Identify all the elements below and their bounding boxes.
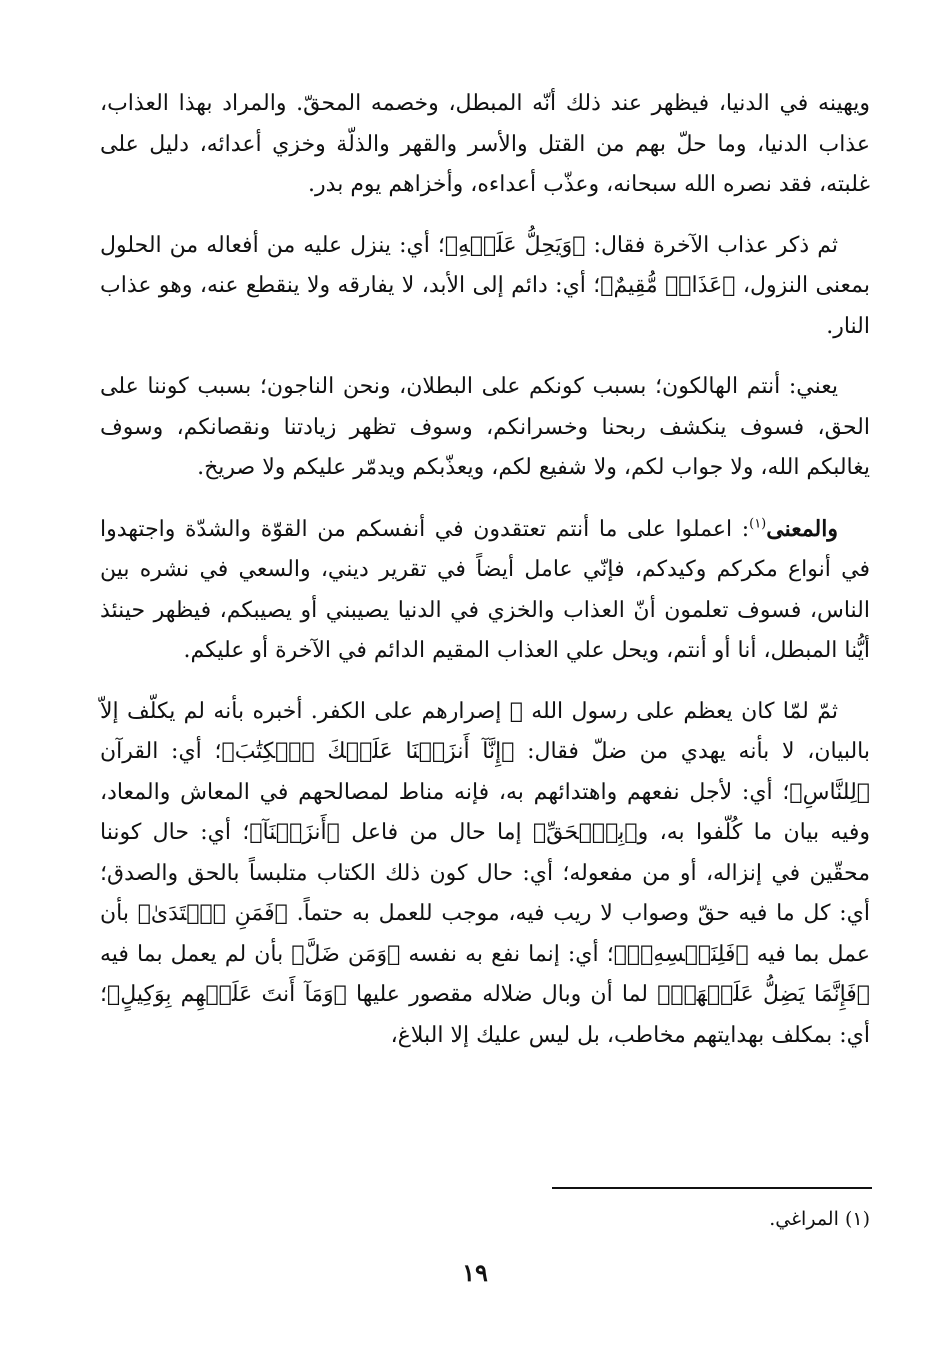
footnote [400, 1204, 870, 1234]
paragraph-3 [100, 367, 870, 489]
paragraph-2 [100, 226, 870, 348]
footnote-marker: (١) [844, 1208, 870, 1230]
paragraph-3-text: يعني: أنتم الهالكون؛ بسبب كونكم على البطلان، ونحن الناجون؛ بسبب كوننا على الحق، فسوف ينكشف ربحنا وخسرانكم، وسوف تظهر زيادتنا ونقصانكم، وسوف يغالبكم الله، ولا جواب لكم، ولا شفيع لكم، ويعذّبكم ويدمّر عليكم ولا صريخ. [100, 374, 870, 480]
paragraph-4-text: : اعملوا على ما أنتم تعتقدون في أنفسكم من القوّة والشدّة واجتهدوا في أنواع مكركم وكيدكم، فإنّي عامل أيضاً في تقرير ديني، والسعي في نشره بين الناس، فسوف تعلمون أنّ العذاب والخزي في الدنيا يصيبني أو يصيبكم، فيظهر حينئذ أيُّنا المبطل، أنا أو أنتم، ويحل علي العذاب المقيم الدائم في الآخرة أو عليكم. [100, 516, 870, 663]
paragraph-1 [100, 84, 870, 206]
paragraph-1-text: ويهينه في الدنيا، فيظهر عند ذلك أنّه المبطل، وخصمه المحقّ. والمراد بهذا العذاب، عذاب الدنيا، وما حلّ بهم من القتل والأسر والقهر والذلّة وخزي أعدائه، دليل على غلبته، فقد نصره الله سبحانه، وعذّب أعداءه، وأخزاهم يوم بدر. [100, 91, 870, 197]
footnote-divider [552, 1187, 872, 1189]
footnote-text: المراغي. [769, 1208, 839, 1230]
paragraph-5 [100, 692, 870, 1057]
paragraph-5-text: ثمّ لمّا كان يعظم على رسول الله ﷺ إصرارهم على الكفر. أخبره بأنه لم يكلّف إلاّ بالبيان، لا بأنه يهدي من ضلّ فقال: ﴿إِنَّآ أَنزَلۡنَا عَلَيۡكَ ٱلۡكِتَٰبَ﴾؛ أي: القرآن ﴿لِلنَّاسِ﴾؛ أي: لأجل نفعهم واهتدائهم به، فإنه مناط لمصالحهم في المعاش والمعاد، وفيه بيان ما كُلّفوا به، و﴿بِٱلۡحَقِّ﴾ إما حال من فاعل ﴿أَنزَلۡنَآ﴾؛ أي: حال كوننا محقّين في إنزاله، أو من مفعوله؛ أي: حال كون ذلك الكتاب متلبساً بالحق والصدق؛ أي: كل ما فيه حقّ وصواب لا ريب فيه، موجب للعمل به حتماً. ﴿فَمَنِ ٱهۡتَدَىٰ﴾ بأن عمل بما فيه ﴿فَلِنَفۡسِهِۦۖ﴾؛ أي: إنما نفع به نفسه ﴿وَمَن ضَلَّ﴾ بأن لم يعمل بما فيه ﴿فَإِنَّمَا يَضِلُّ عَلَيۡهَاۖ﴾ لما أن وبال ضلاله مقصور عليها ﴿وَمَآ أَنتَ عَلَيۡهِم بِوَكِيلٍ﴾؛ أي: بمكلف بهدايتهم مخاطب، بل ليس عليك إلا البلاغ، [100, 698, 870, 1048]
paragraph-4-lead: والمعنى [766, 515, 838, 542]
body-text [100, 84, 870, 1076]
page-number: ١٩ [462, 1258, 488, 1287]
footnote-reference[interactable]: (١) [749, 516, 767, 532]
paragraph-4 [100, 509, 870, 672]
paragraph-2-text: ثم ذكر عذاب الآخرة فقال: ﴿وَيَحِلُّ عَلَيۡهِ﴾؛ أي: ينزل عليه من أفعاله من الحلول بمعنى النزول، ﴿عَذَابٞ مُّقِيمٌ﴾؛ أي: دائم إلى الأبد، لا يفارقه ولا ينقطع عنه، وهو عذاب النار. [100, 232, 870, 339]
